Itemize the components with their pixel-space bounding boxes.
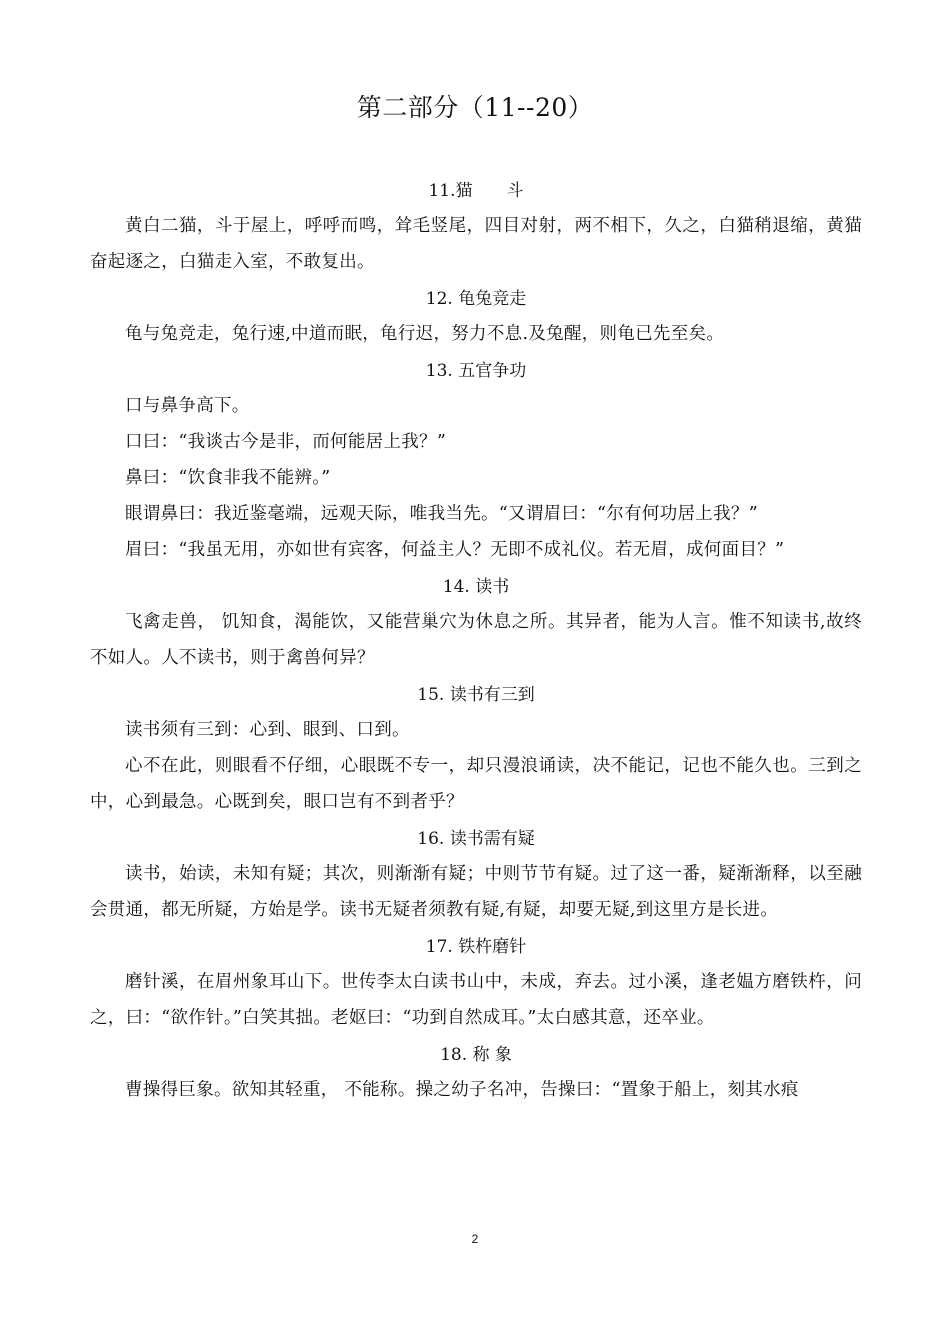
- paragraph: 心不在此，则眼看不仔细，心眼既不专一，却只漫浪诵读，决不能记，记也不能久也。三到之中，心到最急。心既到矣，眼口岂有不到者乎？: [90, 756, 862, 812]
- paragraph: 飞禽走兽， 饥知食，渴能饮，又能营巢穴为休息之所。其异者，能为人言。惟不知读书,故终不如人。人不读书，则于禽兽何异？: [90, 612, 862, 668]
- text-line: 读书须有三到：心到、眼到、口到。: [125, 720, 410, 740]
- document-body: [90, 174, 862, 1108]
- section-16: [90, 822, 862, 928]
- section-12: [90, 282, 862, 352]
- page-number: 2: [471, 1232, 479, 1246]
- paragraph: 磨针溪，在眉州象耳山下。世传李太白读书山中，未成，弃去。过小溪，逢老媪方磨铁杵，问之，曰：“欲作针。”白笑其拙。老妪曰：“功到自然成耳。”太白感其意，还卒业。: [90, 972, 862, 1028]
- text-line: 眉曰：“我虽无用，亦如世有宾客，何益主人？无即不成礼仪。若无眉，成何面目？”: [125, 540, 785, 560]
- text-line: 口与鼻争高下。: [125, 396, 250, 416]
- text-line: 口曰：“我谈古今是非，而何能居上我？”: [125, 432, 447, 452]
- paragraph: 龟与兔竞走，兔行速,中道而眠，龟行迟，努力不息.及兔醒，则龟已先至矣。: [125, 324, 725, 344]
- section-title: 11.猫 斗: [428, 181, 524, 201]
- section-title: 17. 铁杵磨针: [425, 937, 527, 957]
- section-18: [90, 1038, 862, 1108]
- section-title: 13. 五官争功: [425, 361, 527, 381]
- section-15: [90, 678, 862, 820]
- section-13: [90, 354, 862, 568]
- section-title: 12. 龟兔竞走: [425, 289, 527, 309]
- section-title: 18. 称 象: [440, 1045, 512, 1065]
- page-title: 第二部分（11--20）: [356, 93, 594, 122]
- section-title: 14. 读书: [442, 577, 510, 597]
- section-title: 15. 读书有三到: [417, 685, 535, 705]
- paragraph: 读书，始读，未知有疑；其次，则渐渐有疑；中则节节有疑。过了这一番，疑渐渐释，以至融会贯通，都无所疑，方始是学。读书无疑者须教有疑,有疑，却要无疑,到这里方是长进。: [90, 864, 862, 920]
- section-17: [90, 930, 862, 1036]
- paragraph: 曹操得巨象。欲知其轻重， 不能称。操之幼子名冲，告操曰：“置象于船上，刻其水痕: [125, 1080, 799, 1100]
- section-title: 16. 读书需有疑: [417, 829, 535, 849]
- text-line: 眼谓鼻曰：我近鉴毫端，远观天际，唯我当先。“又谓眉曰：“尔有何功居上我？”: [125, 504, 758, 524]
- text-line: 鼻曰：“饮食非我不能辨。”: [125, 468, 331, 488]
- section-14: [90, 570, 862, 676]
- section-11: [90, 174, 862, 280]
- paragraph: 黄白二猫，斗于屋上，呼呼而鸣，耸毛竖尾，四目对射，两不相下，久之，白猫稍退缩，黄猫奋起逐之，白猫走入室，不敢复出。: [90, 216, 862, 272]
